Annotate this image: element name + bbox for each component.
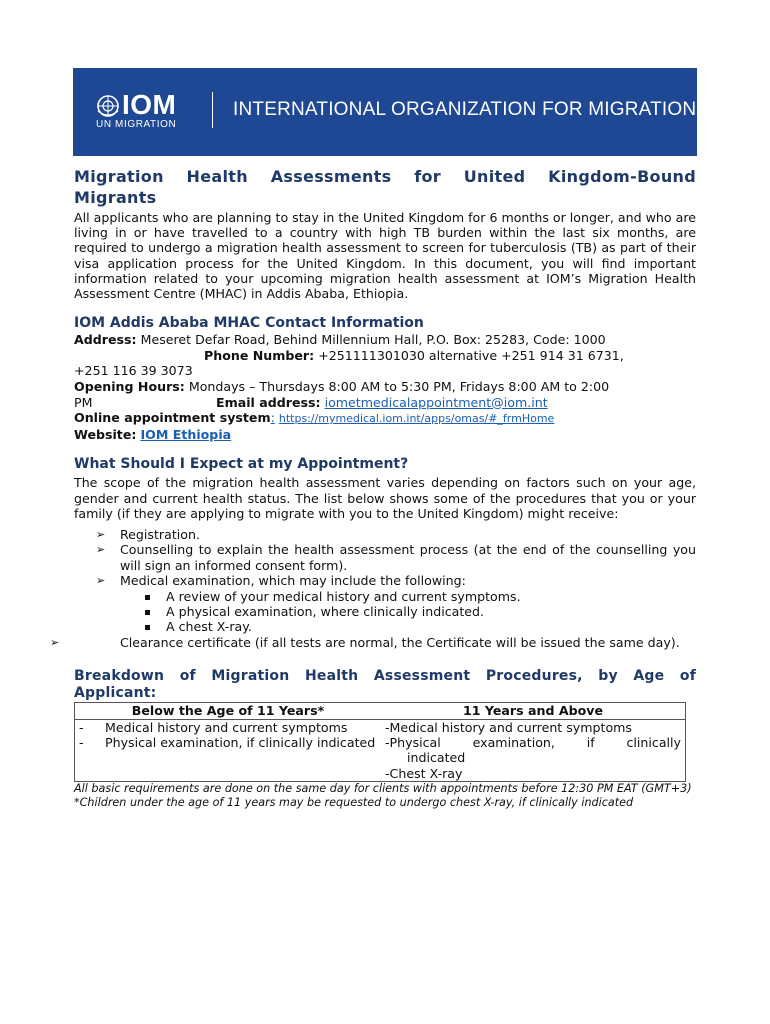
online-label: Online appointment system — [74, 410, 271, 426]
phone-row-2 — [74, 363, 696, 379]
table-header-row — [75, 703, 686, 719]
sublist-item — [120, 619, 696, 634]
banner-divider — [212, 92, 213, 128]
col2-item: -Chest X-ray — [385, 765, 463, 781]
sublist-item — [120, 604, 696, 619]
col1-header: Below the Age of 11 Years* — [75, 703, 382, 719]
sublist-item-text: A chest X-ray. — [166, 619, 252, 635]
same-day-note: All basic requirements are done on the same day for clients with appointments before 12:30 PM EAT (GMT+3) — [74, 782, 692, 796]
arrow-bullet-icon: ➢ — [96, 527, 106, 541]
list-item — [74, 527, 696, 542]
hours-value: Mondays – Thursdays 8:00 AM to 5:30 PM, Fridays 8:00 AM to 2:00 — [188, 379, 610, 394]
online-link[interactable]: https://mymedical.iom.int/apps/omas/#_frmHome — [278, 412, 555, 426]
col2-item: -Medical history and current symptoms — [385, 719, 632, 735]
contact-info — [74, 332, 696, 442]
logo-subtext: UN MIGRATION — [96, 119, 177, 130]
list-item — [28, 635, 696, 650]
col2-cell — [381, 719, 686, 782]
un-emblem-icon — [95, 93, 121, 119]
col1-item-text: Medical history and current symptoms — [105, 719, 348, 735]
table-row — [75, 719, 686, 782]
procedure-table — [74, 702, 686, 782]
exam-sublist — [120, 589, 696, 635]
email-label: Email address: — [216, 394, 321, 410]
website-link[interactable]: IOM Ethiopia — [140, 426, 232, 442]
hours-value-2: PM — [74, 394, 93, 410]
list-item-text: Counselling to explain the health assessment process (at the end of the counselling you will sign an informed consent form). — [120, 542, 696, 573]
square-bullet-icon — [145, 625, 150, 630]
list-item — [74, 573, 696, 635]
logo-text: IOM — [122, 89, 177, 120]
sublist-item-text: A review of your medical history and current symptoms. — [166, 588, 521, 604]
email-row — [74, 395, 696, 411]
expect-heading: What Should I Expect at my Appointment? — [74, 456, 409, 473]
website-label: Website: — [74, 426, 137, 442]
list-item — [74, 542, 696, 573]
contact-heading: IOM Addis Ababa MHAC Contact Information — [74, 315, 424, 332]
col1-item: - Medical history and current symptoms — [79, 719, 348, 735]
square-bullet-icon — [145, 610, 150, 615]
address-label: Address: — [74, 332, 137, 348]
procedure-list — [50, 526, 696, 650]
org-name: INTERNATIONAL ORGANIZATION FOR MIGRATION — [233, 99, 697, 120]
header-banner — [73, 68, 697, 156]
square-bullet-icon — [145, 595, 150, 600]
phone-value: +251111301030 alternative +251 914 31 6731, — [318, 347, 624, 363]
list-item-text: Clearance certificate (if all tests are normal, the Certificate will be issued the same day). — [120, 634, 680, 650]
online-row — [74, 410, 696, 427]
list-item-text: Registration. — [120, 526, 200, 542]
hours-row — [74, 379, 696, 395]
sublist-item — [120, 589, 696, 604]
address-row — [74, 332, 696, 348]
col2-header: 11 Years and Above — [381, 703, 686, 719]
address-value: Meseret Defar Road, Behind Millennium Hall, P.O. Box: 25283, Code: 1000 — [140, 332, 606, 348]
list-item-text: Medical examination, which may include the following: — [120, 573, 466, 589]
sublist-item-text: A physical examination, where clinically indicated. — [166, 604, 485, 620]
breakdown-heading: Breakdown of Migration Health Assessment Procedures, by Age of Applicant: — [74, 668, 696, 702]
document-title: Migration Health Assessments for United Kingdom-Bound Migrants — [74, 167, 696, 207]
children-note: *Children under the age of 11 years may be requested to undergo chest X-ray, if clinically indicated — [74, 796, 634, 810]
document-body — [50, 166, 696, 810]
col2-item: -Physical examination, if clinically — [385, 735, 681, 751]
expect-paragraph: The scope of the migration health assessment varies depending on factors such on your age, gender and current health status. The list below shows some of the procedures that you or your family (if they are applying to migrate with you to the United Kingdom) might receive: — [74, 475, 696, 521]
arrow-bullet-icon: ➢ — [96, 574, 106, 588]
arrow-bullet-icon: ➢ — [50, 635, 60, 649]
col1-item-text: Physical examination, if clinically indicated — [105, 735, 376, 751]
phone-label: Phone Number: — [204, 347, 315, 363]
email-block — [216, 395, 548, 411]
col1-cell — [75, 719, 382, 782]
phone-value-2: +251 116 39 3073 — [74, 363, 193, 379]
arrow-bullet-icon: ➢ — [96, 543, 106, 557]
email-link[interactable]: iometmedicalappointment@iom.int — [324, 394, 548, 410]
col1-item: - Physical examination, if clinically indicated — [79, 735, 376, 751]
website-row — [74, 427, 696, 443]
hours-label: Opening Hours: — [74, 379, 185, 394]
col2-item: indicated — [407, 750, 466, 766]
phone-row — [74, 348, 696, 364]
intro-paragraph: All applicants who are planning to stay in the United Kingdom for 6 months or longer, and who are living in or have travelled to a country with high TB burden within the last six months, are required to undergo a migration health assessment to screen for tuberculosis (TB) as part of their visa application process for the United Kingdom. In this document, you will find important information related to your upcoming migration health assessment at IOM’s Migration Health Assessment Centre (MHAC) in Addis Ababa, Ethiopia. — [74, 210, 696, 302]
online-separator: : — [270, 410, 275, 426]
iom-logo — [95, 89, 195, 132]
